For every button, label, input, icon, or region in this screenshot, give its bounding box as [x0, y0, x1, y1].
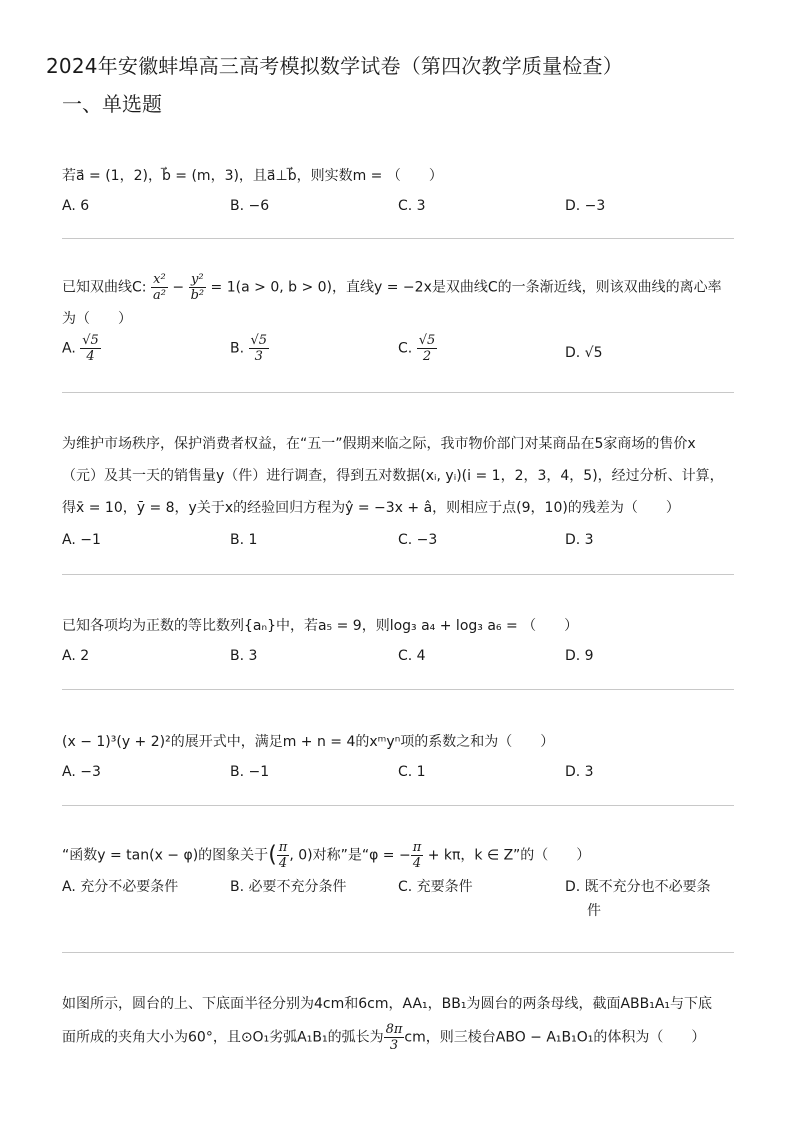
fraction-denominator: 4	[412, 856, 422, 871]
question-4	[62, 616, 734, 668]
option-d[interactable]: D. √5	[565, 345, 603, 361]
fraction	[384, 1022, 405, 1053]
divider	[62, 238, 734, 239]
option-label: C.	[398, 340, 413, 357]
stem-text: “函数y = tan(x − φ)的图象关于	[62, 847, 269, 864]
stem-text: 对称”是“φ = −	[312, 847, 411, 864]
option-c[interactable]: C. −3	[398, 532, 438, 548]
option-b[interactable]: B. 3	[230, 648, 258, 664]
option-b[interactable]: B. 必要不充分条件	[230, 879, 347, 895]
option-c[interactable]	[398, 333, 437, 364]
option-a[interactable]: A. 6	[62, 198, 90, 214]
option-d[interactable]: D. 9	[565, 648, 594, 664]
option-c[interactable]: C. 1	[398, 764, 426, 780]
question-6	[62, 840, 734, 929]
question-4-options	[62, 646, 734, 668]
question-7	[62, 994, 734, 1053]
question-3-line-1: 为维护市场秩序，保护消费者权益，在“五一”假期来临之际，我市物价部门对某商品在5家商场的售价x	[62, 436, 696, 452]
option-b[interactable]: B. 1	[230, 532, 258, 548]
fraction-denominator: 4	[278, 856, 288, 871]
option-a[interactable]	[62, 333, 101, 364]
fraction-numerator: √5	[250, 333, 268, 348]
stem-text: + kπ，k ∈ Z”的（ ）	[423, 847, 591, 864]
fraction-numerator: 8π	[385, 1022, 403, 1037]
option-b[interactable]: B. −6	[230, 198, 270, 214]
fraction	[277, 840, 290, 871]
fraction-numerator: √5	[82, 333, 99, 348]
option-c[interactable]: C. 3	[398, 198, 426, 214]
fraction-denominator: 3	[389, 1038, 399, 1053]
option-a[interactable]: A. 充分不必要条件	[62, 879, 179, 895]
fraction-denominator: 2	[422, 349, 432, 364]
option-label: A.	[62, 340, 76, 357]
question-4-stem: 已知各项均为正数的等比数列{aₙ}中，若a₅ = 9，则log₃ a₄ + log₃ a₆ = （ ）	[62, 618, 579, 634]
option-d[interactable]: D. 3	[565, 532, 594, 548]
question-2-stem	[62, 272, 734, 303]
option-d[interactable]	[565, 877, 711, 921]
question-2-options	[62, 333, 734, 373]
paren: , 0)	[289, 847, 313, 864]
question-3-options	[62, 530, 734, 552]
option-a[interactable]: A. −1	[62, 532, 101, 548]
fraction	[80, 333, 101, 364]
question-5-stem: (x − 1)³(y + 2)²的展开式中，满足m + n = 4的xᵐyⁿ项的系数之和为（ ）	[62, 734, 555, 750]
minus-sign: −	[167, 279, 189, 296]
document-title: 2024年安徽蚌埠高三高考模拟数学试卷（第四次教学质量检查）	[46, 54, 623, 78]
fraction-numerator: x²	[151, 272, 168, 288]
question-7-line-2	[62, 1022, 734, 1053]
divider	[62, 689, 734, 690]
stem-text: cm，则三棱台ABO − A₁B₁O₁的体积为（ ）	[404, 1029, 706, 1046]
question-1-options	[62, 196, 734, 218]
section-heading: 一、单选题	[62, 92, 162, 116]
divider	[62, 574, 734, 575]
option-b[interactable]: B. −1	[230, 764, 270, 780]
option-a[interactable]: A. −3	[62, 764, 101, 780]
option-text-wrap: 件	[587, 903, 601, 919]
divider	[62, 952, 734, 953]
divider	[62, 805, 734, 806]
fraction-numerator: y²	[189, 272, 207, 288]
question-3-line-2: （元）及其一天的销售量y（件）进行调查，得到五对数据(xᵢ, yᵢ)(i = 1，2，3，4，5)，经过分析、计算，	[62, 468, 724, 484]
question-7-line-1: 如图所示，圆台的上、下底面半径分别为4cm和6cm，AA₁，BB₁为圆台的两条母线，截面ABB₁A₁与下底	[62, 996, 713, 1012]
paren: (	[268, 842, 277, 868]
question-3-line-3: 得x̄ = 10，ȳ = 8，y关于x的经验回归方程为ŷ = −3x + â，则相应于点(9，10)的残差为（ ）	[62, 500, 680, 516]
fraction-denominator: b²	[190, 288, 205, 303]
fraction-numerator: √5	[418, 333, 436, 348]
option-a[interactable]: A. 2	[62, 648, 90, 664]
question-6-stem	[62, 840, 734, 871]
fraction	[151, 272, 168, 303]
question-2	[62, 272, 734, 373]
option-b[interactable]	[230, 333, 269, 364]
fraction-denominator: a²	[152, 288, 166, 303]
stem-text: 已知双曲线C:	[62, 279, 151, 296]
option-d[interactable]: D. 3	[565, 764, 594, 780]
option-label: B.	[230, 340, 245, 357]
question-3	[62, 434, 734, 552]
stem-text: = 1(a > 0, b > 0)，直线y = −2x是双曲线C的一条渐近线，则该双曲线的离心率	[206, 279, 722, 296]
fraction-numerator: π	[278, 840, 288, 855]
question-2-stem-continued: 为（ ）	[62, 311, 132, 327]
fraction	[417, 333, 438, 364]
fraction	[411, 840, 424, 871]
fraction-denominator: 4	[86, 349, 95, 364]
fraction	[189, 272, 207, 303]
fraction	[249, 333, 270, 364]
option-c[interactable]: C. 充要条件	[398, 879, 473, 895]
fraction-numerator: π	[412, 840, 422, 855]
question-6-options	[62, 877, 734, 929]
option-text: D. 既不充分也不必要条	[565, 879, 711, 895]
option-d[interactable]: D. −3	[565, 198, 606, 214]
divider	[62, 392, 734, 393]
stem-text: 面所成的夹角大小为60°，且⊙O₁劣弧A₁B₁的弧长为	[62, 1029, 384, 1046]
question-1-stem: 若a⃗ = (1，2)，b⃗ = (m，3)，且a⃗⊥b⃗，则实数m = （ ）	[62, 168, 443, 184]
question-1	[62, 166, 734, 218]
question-5	[62, 732, 734, 784]
fraction-denominator: 3	[254, 349, 263, 364]
question-5-options	[62, 762, 734, 784]
option-c[interactable]: C. 4	[398, 648, 426, 664]
